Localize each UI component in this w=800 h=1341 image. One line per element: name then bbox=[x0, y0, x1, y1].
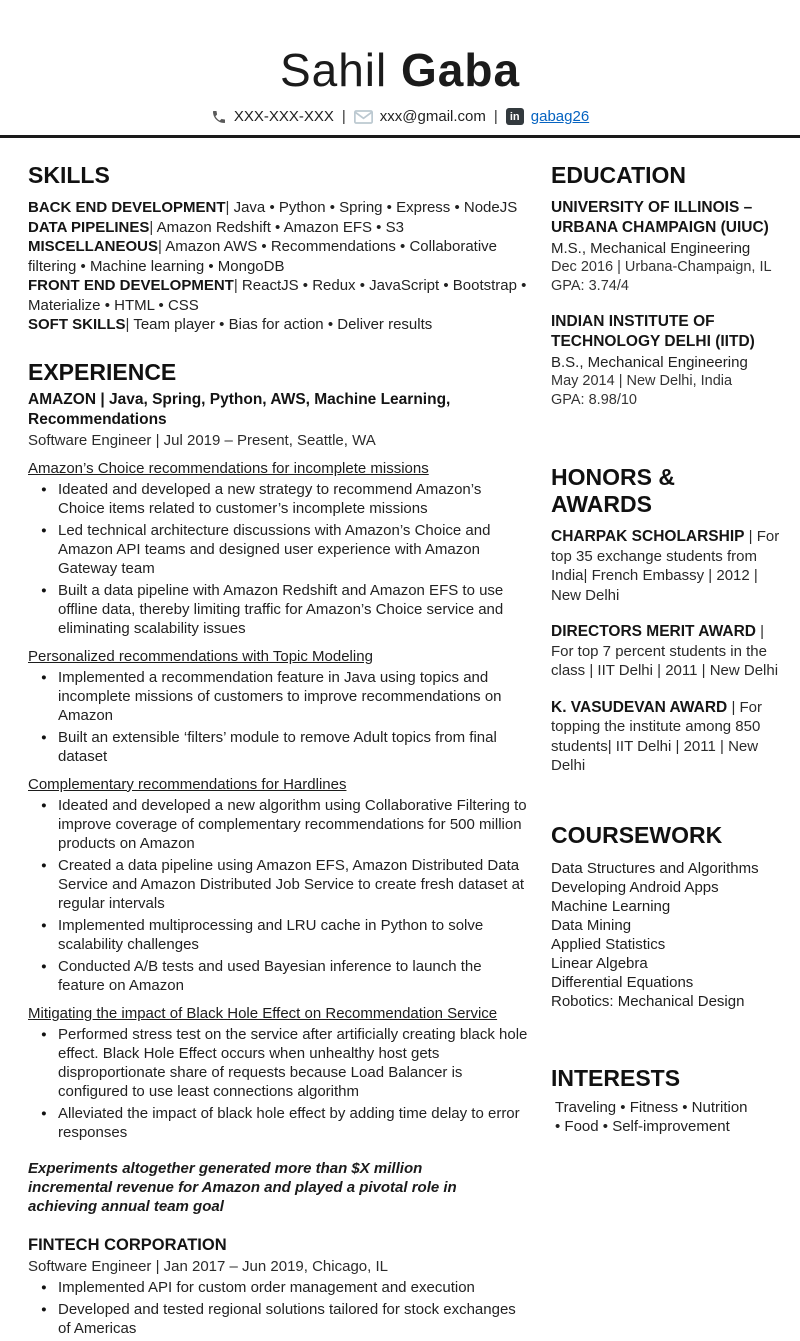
mail-icon bbox=[354, 110, 373, 124]
project-title: Mitigating the impact of Black Hole Effect on Recommendation Service bbox=[28, 1004, 498, 1022]
project-title: Personalized recommendations with Topic Modeling bbox=[28, 647, 373, 665]
school-name: UNIVERSITY OF ILLINOIS – URBANA CHAMPAIGN (UIUC) bbox=[551, 199, 769, 236]
linkedin-icon: in bbox=[506, 108, 524, 125]
award-name: CHARPAK SCHOLARSHIP bbox=[551, 528, 745, 545]
bullet-item: ● Conducted A/B tests and used Bayesian inference to launch the feature on Amazon bbox=[28, 957, 531, 995]
interests-list: Traveling • Fitness • Nutrition • Food • Self-improvement bbox=[555, 1098, 748, 1135]
experience-note: Experiments altogether generated more than $X million incremental revenue for Amazon and played a pivotal role in achieving annual team goal bbox=[28, 1159, 457, 1215]
education-heading: EDUCATION bbox=[551, 162, 687, 188]
bullet-item: ● Developed and tested regional solutions tailored for stock exchanges of Americas bbox=[28, 1300, 531, 1338]
degree: M.S., Mechanical Engineering bbox=[551, 240, 751, 257]
separator: | bbox=[158, 238, 162, 255]
last-name: Gaba bbox=[401, 44, 521, 96]
left-column bbox=[28, 162, 531, 1341]
linkedin-link[interactable]: gabag26 bbox=[530, 108, 590, 125]
separator: | bbox=[341, 108, 346, 125]
award-name: DIRECTORS MERIT AWARD bbox=[551, 623, 756, 640]
course-item: Linear Algebra bbox=[551, 954, 648, 972]
date-location: Dec 2016 | Urbana-Champaign, IL bbox=[551, 259, 772, 275]
course-item: Robotics: Mechanical Design bbox=[551, 992, 745, 1010]
skill-label: FRONT END DEVELOPMENT bbox=[28, 277, 234, 294]
course-item: Data Mining bbox=[551, 916, 632, 934]
skill-label: DATA PIPELINES bbox=[28, 218, 150, 236]
skill-item bbox=[28, 315, 531, 335]
experience-section bbox=[28, 359, 531, 1338]
contact-bar bbox=[0, 108, 800, 125]
bullet-item: ● Implemented multiprocessing and LRU cache in Python to solve scalability challenges bbox=[28, 916, 531, 954]
coursework-section bbox=[551, 822, 780, 1011]
award-details: | For top 7 percent students in the class | IIT Delhi | 2011 | New Delhi bbox=[551, 623, 779, 679]
award-name: K. VASUDEVAN AWARD bbox=[551, 698, 728, 716]
award-details: | For top 35 exchange students from India| French Embassy | 2012 | New Delhi bbox=[551, 528, 780, 604]
gpa: GPA: 8.98/10 bbox=[551, 391, 637, 408]
degree: B.S., Mechanical Engineering bbox=[551, 354, 748, 371]
skill-values: Team player • Bias for action • Deliver results bbox=[133, 316, 433, 333]
bullet-item: ● Performed stress test on the service after artificially creating black hole effect. Black Hole Effect occurs when unhealthy host gets disproportionate share of requests because Load Balancer is configured to use least connections algorithm bbox=[28, 1025, 531, 1101]
skill-values: ReactJS • Redux • JavaScript • Bootstrap • Materialize • HTML • CSS bbox=[28, 277, 527, 314]
role-line: Software Engineer | Jul 2019 – Present, Seattle, WA bbox=[28, 431, 376, 449]
page-title bbox=[0, 44, 800, 96]
phone-icon bbox=[211, 109, 227, 125]
bullet-item: ● Implemented API for custom order management and execution bbox=[28, 1278, 531, 1297]
school-name: INDIAN INSTITUTE OF TECHNOLOGY DELHI (IITD) bbox=[551, 313, 755, 350]
course-item: Developing Android Apps bbox=[551, 878, 719, 896]
separator: | bbox=[100, 390, 105, 408]
skill-item bbox=[28, 237, 531, 276]
skill-label: SOFT SKILLS bbox=[28, 316, 126, 333]
bullet-list bbox=[28, 668, 531, 766]
separator: | bbox=[149, 218, 154, 236]
course-item: Machine Learning bbox=[551, 897, 671, 915]
phone-number: XXX-XXX-XXX bbox=[233, 108, 334, 125]
bullet-item: ● Implemented a recommendation feature in Java using topics and incomplete missions of customers to improve recommendations on Amazon bbox=[28, 668, 531, 725]
education-entry bbox=[551, 312, 780, 409]
skills-heading: SKILLS bbox=[28, 162, 110, 188]
separator: | bbox=[493, 108, 498, 125]
company-name: AMAZON bbox=[28, 390, 97, 408]
date-location: May 2014 | New Delhi, India bbox=[551, 373, 733, 389]
first-name: Sahil bbox=[279, 44, 388, 96]
role-line: Software Engineer | Jan 2017 – Jun 2019, Chicago, IL bbox=[28, 1257, 388, 1275]
interests-section bbox=[551, 1065, 780, 1137]
project-title: Amazon’s Choice recommendations for incomplete missions bbox=[28, 459, 429, 477]
skill-item bbox=[28, 276, 531, 315]
education-section bbox=[551, 162, 780, 409]
bullet-item: ● Built an extensible ‘filters’ module to remove Adult topics from final dataset bbox=[28, 728, 531, 766]
skills-section bbox=[28, 162, 531, 335]
interests-heading: INTERESTS bbox=[551, 1064, 681, 1091]
bullet-item: ● Created a data pipeline using Amazon EFS, Amazon Distributed Data Service and Amazon Distributed Job Service to create fresh dataset at regular intervals bbox=[28, 856, 531, 913]
award-entry bbox=[551, 527, 780, 605]
separator: | bbox=[233, 277, 238, 294]
honors-section bbox=[551, 464, 780, 776]
bullet-item: ● Alleviated the impact of black hole effect by adding time delay to error responses bbox=[28, 1104, 531, 1142]
bullet-item: ● Ideated and developed a new algorithm using Collaborative Filtering to improve coverage of complementary recommendations for 500 million products on Amazon bbox=[28, 796, 531, 853]
bullet-list bbox=[28, 796, 531, 995]
bullet-list bbox=[28, 1278, 531, 1338]
award-entry bbox=[551, 622, 780, 681]
bullet-list bbox=[28, 480, 531, 638]
experience-heading: EXPERIENCE bbox=[28, 358, 177, 385]
right-column bbox=[551, 162, 780, 1341]
course-item: Differential Equations bbox=[551, 973, 694, 991]
honors-heading: HONORS & AWARDS bbox=[551, 464, 675, 517]
skill-item bbox=[28, 218, 531, 238]
coursework-heading: COURSEWORK bbox=[551, 821, 723, 848]
company-line bbox=[28, 390, 531, 430]
course-item: Data Structures and Algorithms bbox=[551, 859, 759, 877]
company-tech: Java, Spring, Python, AWS, Machine Learning, Recommendations bbox=[28, 390, 451, 428]
award-entry bbox=[551, 698, 780, 776]
skill-label: MISCELLANEOUS bbox=[28, 238, 159, 255]
skill-item bbox=[28, 198, 531, 218]
skill-values: Amazon AWS • Recommendations • Collaborative filtering • Machine learning • MongoDB bbox=[28, 238, 498, 275]
bullet-list bbox=[28, 1025, 531, 1142]
bullet-item: ● Built a data pipeline with Amazon Redshift and Amazon EFS to use offline data, thereby limiting traffic for Amazon’s Choice service and eliminating scalability issues bbox=[28, 581, 531, 638]
header-divider bbox=[0, 135, 800, 138]
skill-values: Java • Python • Spring • Express • NodeJS bbox=[233, 199, 518, 216]
gpa: GPA: 3.74/4 bbox=[551, 277, 629, 294]
skill-values: Amazon Redshift • Amazon EFS • S3 bbox=[156, 218, 404, 236]
separator: | bbox=[125, 316, 130, 333]
bullet-item: ● Ideated and developed a new strategy to recommend Amazon’s Choice items related to customer’s incomplete missions bbox=[28, 480, 531, 518]
separator: | bbox=[225, 199, 230, 216]
award-details: | For topping the institute among 850 students| IIT Delhi | 2011 | New Delhi bbox=[551, 698, 763, 774]
email: xxx@gmail.com bbox=[379, 108, 486, 125]
skill-label: BACK END DEVELOPMENT bbox=[28, 199, 226, 216]
content-columns bbox=[28, 162, 780, 1341]
education-entry bbox=[551, 198, 780, 295]
course-item: Applied Statistics bbox=[551, 935, 666, 953]
company-name: FINTECH CORPORATION bbox=[28, 1235, 227, 1254]
project-title: Complementary recommendations for Hardlines bbox=[28, 775, 347, 793]
bullet-item: ● Led technical architecture discussions with Amazon’s Choice and Amazon API teams and designed user experience with Amazon Gateway team bbox=[28, 521, 531, 578]
